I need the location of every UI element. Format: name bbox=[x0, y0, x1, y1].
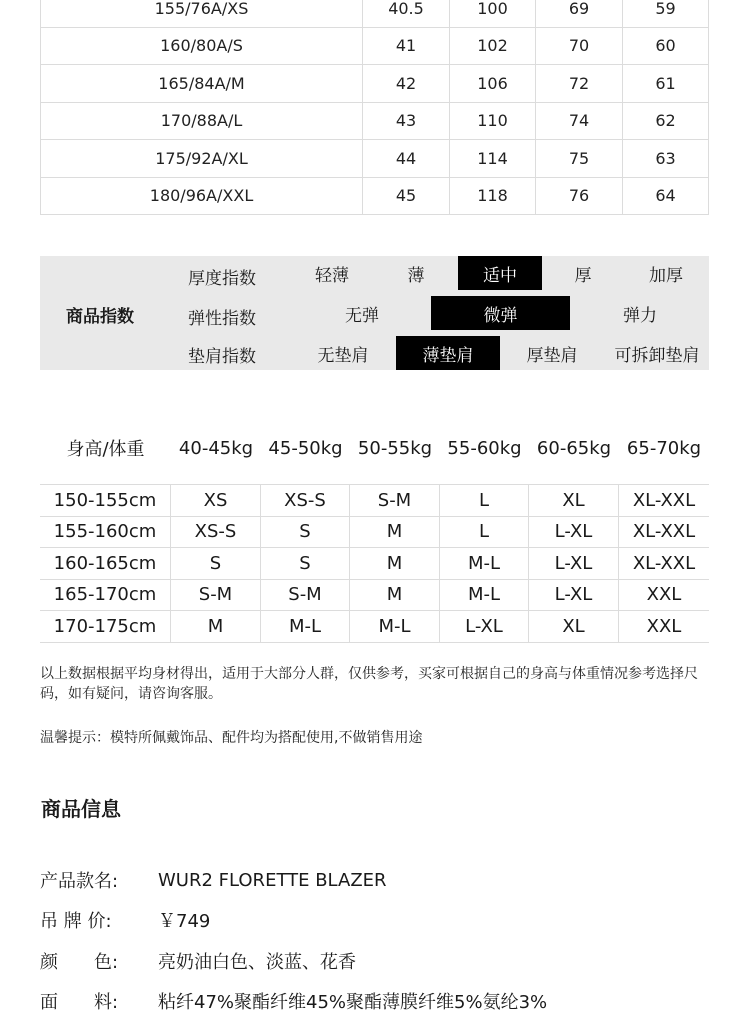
elasticity-option-none: 无弹 bbox=[345, 305, 379, 326]
table-cell: 160/80A/S bbox=[40, 28, 363, 66]
table-cell: 74 bbox=[536, 103, 623, 141]
table-cell: 106 bbox=[450, 65, 536, 103]
table-cell: M bbox=[350, 548, 440, 579]
size-chart-table bbox=[40, 0, 709, 215]
table-cell: 42 bbox=[363, 65, 450, 103]
height-weight-header: 身高/体重 bbox=[66, 439, 145, 460]
table-cell: 114 bbox=[450, 140, 536, 178]
table-cell: L bbox=[440, 517, 529, 548]
weight-column-header: 40-45kg bbox=[178, 437, 254, 459]
table-row bbox=[40, 611, 709, 643]
weight-column-header: 65-70kg bbox=[626, 437, 702, 459]
fabric-row bbox=[40, 988, 547, 1014]
table-row bbox=[40, 485, 709, 517]
thickness-option-thick: 厚 bbox=[574, 265, 592, 286]
tag-price-label: 吊 牌 价: bbox=[40, 911, 112, 932]
table-cell: 40.5 bbox=[363, 0, 450, 28]
table-row bbox=[40, 517, 709, 549]
table-cell: XL bbox=[529, 485, 619, 516]
table-row bbox=[40, 103, 709, 141]
table-cell: 64 bbox=[623, 178, 709, 216]
table-cell: XS bbox=[171, 485, 261, 516]
thickness-option-thin: 薄 bbox=[407, 265, 425, 286]
table-cell: M-L bbox=[261, 611, 350, 642]
table-row bbox=[40, 178, 709, 216]
table-cell: M bbox=[350, 517, 440, 548]
table-row bbox=[40, 65, 709, 103]
table-cell: 61 bbox=[623, 65, 709, 103]
table-cell: 43 bbox=[363, 103, 450, 141]
table-cell: 45 bbox=[363, 178, 450, 216]
table-row bbox=[40, 140, 709, 178]
table-cell: 44 bbox=[363, 140, 450, 178]
table-cell: S-M bbox=[261, 580, 350, 611]
table-cell: 110 bbox=[450, 103, 536, 141]
table-cell: 63 bbox=[623, 140, 709, 178]
shoulder-pad-option-thick: 厚垫肩 bbox=[526, 345, 578, 366]
table-cell: 69 bbox=[536, 0, 623, 28]
fabric-value: 粘纤47%聚酯纤维45%聚酯薄膜纤维5%氨纶3% bbox=[158, 992, 548, 1013]
table-cell: M-L bbox=[350, 611, 440, 642]
table-cell: XXL bbox=[646, 584, 682, 606]
table-cell: 62 bbox=[623, 103, 709, 141]
table-cell: XS-S bbox=[171, 517, 261, 548]
table-cell: 72 bbox=[536, 65, 623, 103]
table-cell: L-XL bbox=[440, 611, 529, 642]
table-cell: L-XL bbox=[529, 517, 619, 548]
product-info-title: 商品信息 bbox=[41, 797, 121, 821]
table-cell: 76 bbox=[536, 178, 623, 216]
accessories-tip-text: 温馨提示：模特所佩戴饰品、配件均为搭配使用,不做销售用途 bbox=[40, 730, 423, 746]
elasticity-option-slight-selected: 微弹 bbox=[431, 296, 570, 330]
table-cell: M bbox=[171, 611, 261, 642]
table-row bbox=[40, 0, 709, 28]
table-cell: S bbox=[171, 548, 261, 579]
table-cell: 70 bbox=[536, 28, 623, 66]
shoulder-pad-index-label: 垫肩指数 bbox=[188, 347, 256, 367]
table-cell: 102 bbox=[450, 28, 536, 66]
table-row bbox=[40, 28, 709, 66]
table-cell: XXL bbox=[646, 615, 682, 637]
product-style-row bbox=[40, 867, 387, 893]
color-row bbox=[40, 948, 356, 974]
table-cell: S bbox=[261, 548, 350, 579]
product-index-title: 商品指数 bbox=[66, 307, 134, 327]
table-cell: 41 bbox=[363, 28, 450, 66]
tag-price-value: ￥749 bbox=[158, 911, 211, 932]
shoulder-pad-option-none: 无垫肩 bbox=[317, 345, 369, 366]
table-cell: S-M bbox=[350, 485, 440, 516]
table-cell: 100 bbox=[450, 0, 536, 28]
table-cell: 150-155cm bbox=[40, 485, 171, 516]
weight-column-header: 60-65kg bbox=[536, 437, 612, 459]
table-cell: L-XL bbox=[529, 580, 619, 611]
table-cell: 165/84A/M bbox=[40, 65, 363, 103]
table-cell: XL bbox=[529, 611, 619, 642]
tag-price-row bbox=[40, 907, 210, 933]
table-cell: XS-S bbox=[261, 485, 350, 516]
elasticity-option-stretch: 弹力 bbox=[623, 305, 657, 326]
weight-column-header: 50-55kg bbox=[357, 437, 433, 459]
table-cell: 170-175cm bbox=[40, 611, 171, 642]
table-cell: L bbox=[440, 485, 529, 516]
thickness-option-extra-thick: 加厚 bbox=[649, 265, 683, 286]
shoulder-pad-option-thin-selected: 薄垫肩 bbox=[396, 336, 500, 370]
table-cell: M-L bbox=[440, 548, 529, 579]
table-cell: 155-160cm bbox=[40, 517, 171, 548]
table-cell: 160-165cm bbox=[40, 548, 171, 579]
table-cell: 155/76A/XS bbox=[40, 0, 363, 28]
product-style-label: 产品款名: bbox=[40, 871, 119, 892]
size-disclaimer-text: 以上数据根据平均身材得出，适用于大部分人群，仅供参考，买家可根据自己的身高与体重情况参考选择尺码，如有疑问，请咨询客服。 bbox=[40, 666, 698, 702]
table-cell: M bbox=[350, 580, 440, 611]
table-cell: 180/96A/XXL bbox=[40, 178, 363, 216]
color-value: 亮奶油白色、淡蓝、花香 bbox=[158, 952, 356, 973]
table-row bbox=[40, 580, 709, 612]
table-cell: M-L bbox=[440, 580, 529, 611]
table-cell: L-XL bbox=[529, 548, 619, 579]
table-cell: S-M bbox=[171, 580, 261, 611]
fabric-label: 面 料: bbox=[40, 992, 119, 1013]
shoulder-pad-option-removable: 可拆卸垫肩 bbox=[614, 345, 700, 366]
table-cell: 75 bbox=[536, 140, 623, 178]
table-cell: XL-XXL bbox=[632, 552, 696, 574]
height-weight-size-table bbox=[40, 484, 709, 643]
table-cell: 175/92A/XL bbox=[40, 140, 363, 178]
table-cell: 118 bbox=[450, 178, 536, 216]
table-cell: S bbox=[261, 517, 350, 548]
table-cell: 165-170cm bbox=[40, 580, 171, 611]
table-cell: XL-XXL bbox=[632, 489, 696, 511]
height-weight-header-row bbox=[40, 430, 709, 466]
table-row bbox=[40, 548, 709, 580]
thickness-option-medium-selected: 适中 bbox=[458, 256, 542, 290]
weight-column-header: 45-50kg bbox=[268, 437, 343, 459]
product-index-panel bbox=[40, 256, 709, 370]
color-label: 颜 色: bbox=[40, 952, 119, 973]
weight-column-header: 55-60kg bbox=[447, 437, 522, 459]
table-cell: 170/88A/L bbox=[40, 103, 363, 141]
thickness-index-label: 厚度指数 bbox=[188, 269, 256, 289]
table-cell: XL-XXL bbox=[632, 521, 696, 543]
table-cell: 60 bbox=[623, 28, 709, 66]
product-style-value: WUR2 FLORETTE BLAZER bbox=[158, 869, 387, 891]
thickness-option-light: 轻薄 bbox=[315, 265, 349, 286]
elasticity-index-label: 弹性指数 bbox=[188, 309, 256, 329]
table-cell: 59 bbox=[623, 0, 709, 28]
